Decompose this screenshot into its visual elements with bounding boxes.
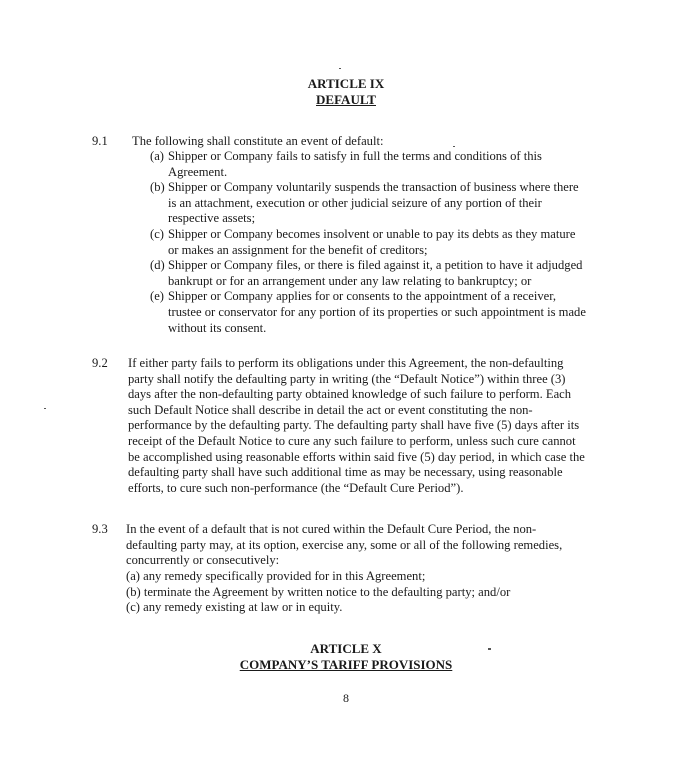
section-9-2-number: 9.2 [92, 356, 108, 370]
remedy-item: (b) terminate the Agreement by written notice to the defaulting party; and/or [126, 584, 511, 599]
article-10-heading [0, 641, 692, 673]
scan-speck [453, 146, 455, 147]
list-item-text: Shipper or Company voluntarily suspends the transaction of business where there is an attachment, execution or other judicial seizure of any portion of their respective assets; [168, 180, 579, 226]
list-item [150, 149, 588, 180]
section-9-2-text: If either party fails to perform its obligations under this Agreement, the non-defaulting party shall notify the defaulting party in writing (the “Default Notice”) within three (3) days after the non-defaulting party obtained knowledge of such failure to perform. Each such Default Notice shall describe in detail the act or event constituting the non-performance by the defaulting party. The defaulting party shall have five (5) days after its receipt of the Default Notice to cure any such failure to perform, unless such cure cannot be accomplished using reasonable efforts within said five (5) day period, in which case the defaulting party shall have such additional time as may be necessary, using reasonable efforts, to cure such non-performance (the “Default Cure Period”). [128, 356, 585, 495]
article-9-title: ARTICLE IX [307, 76, 385, 91]
list-item-mark: (d) [150, 258, 165, 273]
remedy-item: (a) any remedy specifically provided for in this Agreement; [126, 569, 426, 583]
list-item [150, 180, 588, 227]
scan-speck [44, 408, 46, 409]
section-9-1-number: 9.1 [92, 134, 108, 148]
list-item [150, 227, 588, 258]
article-10-subtitle: COMPANY’S TARIFF PROVISIONS [239, 657, 453, 672]
list-item-mark: (a) [150, 149, 164, 163]
article-9-heading [0, 76, 692, 108]
remedy-item: (c) any remedy existing at law or in equity. [126, 600, 343, 615]
article-10-title: ARTICLE X [310, 641, 382, 656]
page-number: 8 [343, 691, 349, 705]
list-item-text: Shipper or Company applies for or consents to the appointment of a receiver, trustee or conservator for any portion of its properties or such appointment is made without its consent. [168, 289, 586, 335]
list-item-text: Shipper or Company files, or there is filed against it, a petition to have it adjudged bankrupt or for an arrangement under any law relating to bankruptcy; or [168, 258, 583, 288]
section-9-3-remedies [126, 569, 586, 616]
scan-speck [339, 68, 341, 69]
list-item-text: Shipper or Company becomes insolvent or unable to pay its debts as they mature or makes an assignment for the benefit of creditors; [168, 226, 576, 257]
list-item-mark: (b) [150, 180, 165, 195]
article-9-subtitle: DEFAULT [316, 92, 376, 107]
section-9-3-number: 9.3 [92, 522, 108, 536]
section-9-1-intro: The following shall constitute an event of default: [132, 134, 384, 148]
list-item [150, 258, 588, 289]
section-9-3-text: In the event of a default that is not cured within the Default Cure Period, the non-defaulting party may, at its option, exercise any, some or all of the following remedies, concurrently or consecutively: [126, 522, 563, 568]
list-item-mark: (c) [150, 226, 164, 241]
list-item [150, 289, 588, 336]
list-item-mark: (e) [150, 289, 164, 304]
section-9-1-list [150, 149, 588, 336]
scan-speck [488, 648, 491, 650]
list-item-text: Shipper or Company fails to satisfy in full the terms and conditions of this Agreement. [168, 149, 542, 179]
